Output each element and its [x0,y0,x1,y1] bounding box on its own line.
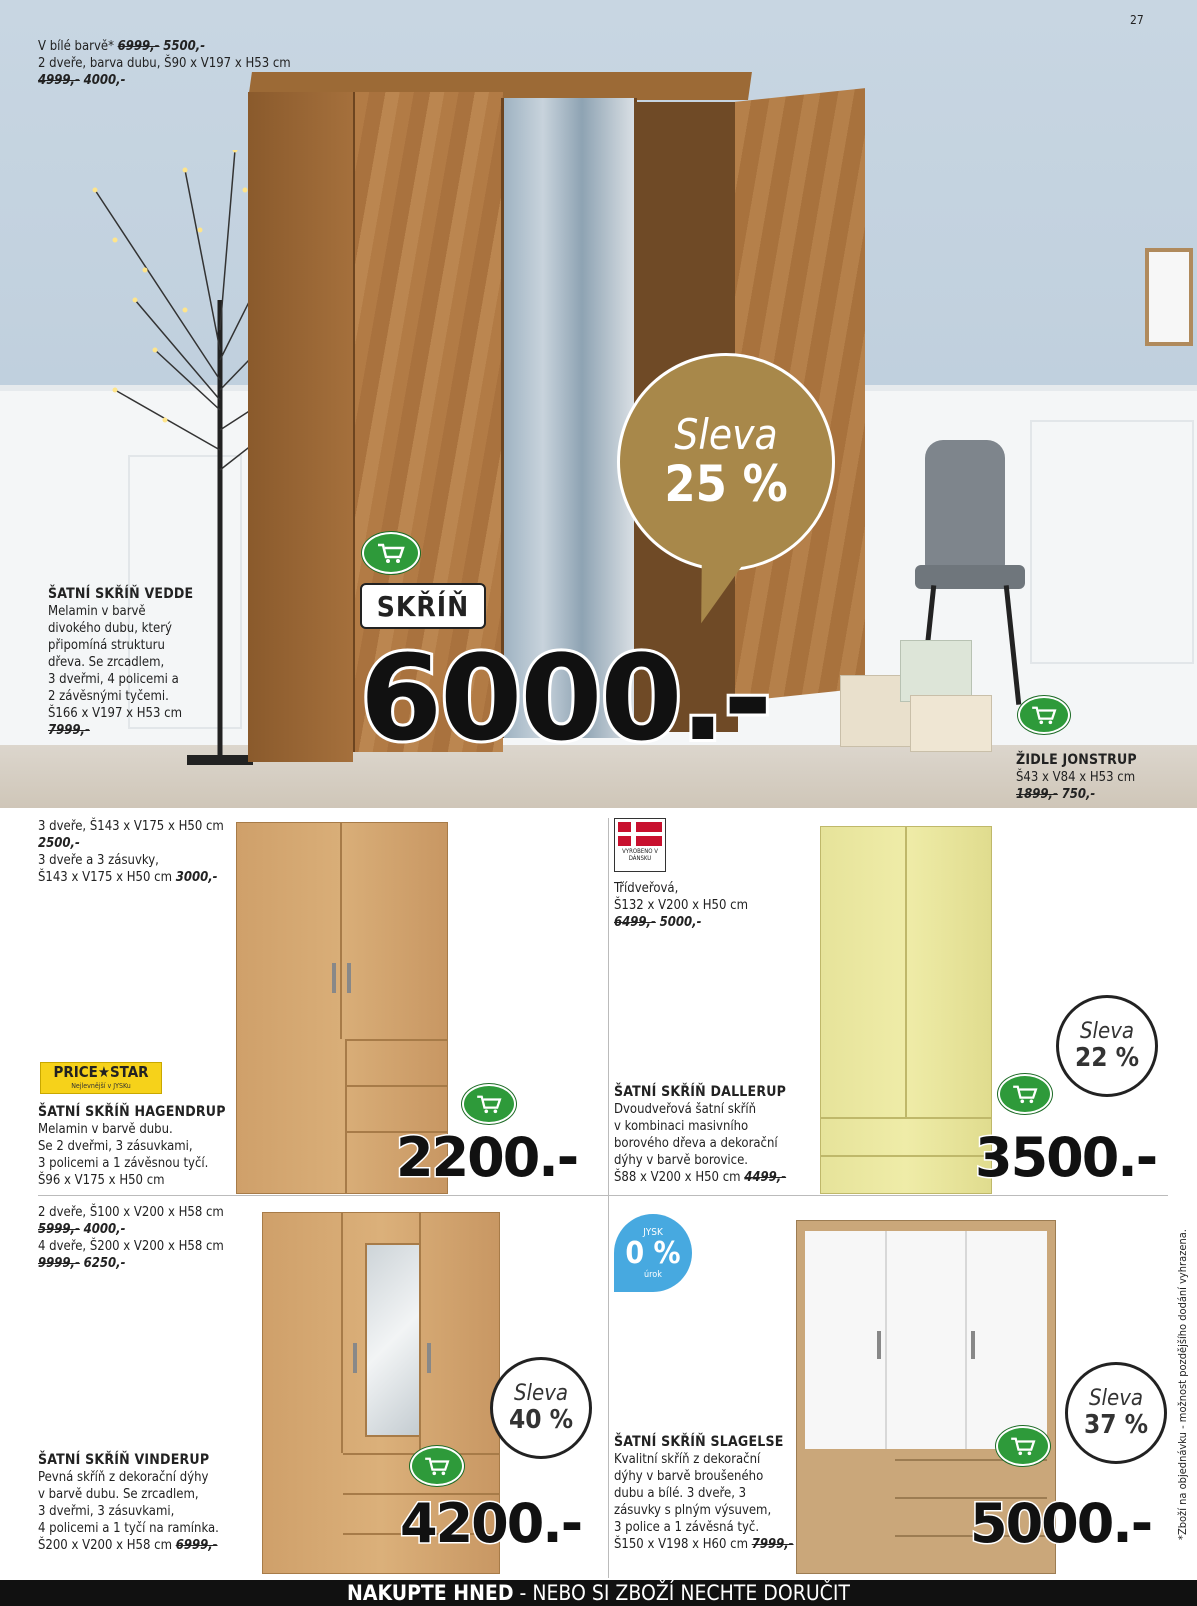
cart-icon-chair[interactable] [1018,696,1070,734]
made-in-denmark-flag: VYROBENO V DÁNSKU [614,818,666,872]
cart-icon-hagendrup[interactable] [462,1084,516,1124]
slagelse-info: ŠATNÍ SKŘÍŇ SLAGELSE Kvalitní skříň z dekorační dýhy v barvě broušeného dubu a bílé. 3 dveře, 3 zásuvky s plným výsuvem, 3 police a 1 závěsná tyč. Š150 x V198 x H60 cm 7999,- [614,1434,794,1552]
cart-icon-dallerup[interactable] [998,1074,1052,1114]
footer-bold: NAKUPTE HNED [347,1581,514,1605]
hagendrup-variants: 3 dveře, Š143 x V175 x H50 cm 2500,- 3 dveře a 3 zásuvky, Š143 x V175 x H50 cm 3000,- [38,819,224,885]
divider-vertical [608,818,609,1578]
footer-bar [0,1580,1197,1606]
chair-info: ŽIDLE JONSTRUP Š43 x V84 x H53 cm 1899,- 750,- [1016,752,1137,802]
vedde-variant-2doors: 2 dveře, barva dubu, Š90 x V197 x H53 cm [38,56,291,71]
cart-icon-vinderup[interactable] [410,1446,464,1486]
side-note: *Zboží na objednávku - možnost pozdějšího dodání vyhrazena. [1176,1229,1189,1540]
vinderup-variants: 2 dveře, Š100 x V200 x H58 cm 5999,- 4000,- 4 dveře, Š200 x V200 x H58 cm 9999,- 6250,- [38,1205,224,1271]
sale-badge-22: Sleva 22 % [1056,995,1158,1097]
divider-horizontal [38,1195,1168,1196]
sale-bubble-25: Sleva 25 % [617,353,835,571]
vinderup-price: 4200.- [400,1492,582,1555]
dallerup-price: 3500.- [975,1126,1157,1189]
wardrobe-dallerup [820,826,992,1194]
vedde-price: 6000.- [360,629,771,767]
hagendrup-price: 2200.- [396,1126,578,1189]
pricestar-logo: PRICE★STAR Nejlevnější v JYSKu [40,1062,162,1094]
footer-rest: - NEBO SI ZBOŽÍ NECHTE DORUČIT [513,1581,850,1605]
dallerup-info: ŠATNÍ SKŘÍŇ DALLERUP Dvoudveřová šatní skříň v kombinaci masivního borového dřeva a dekorační dýhy v barvě borovice. Š88 x V200 x H50 cm 4499,- [614,1084,787,1185]
vedde-title: ŠATNÍ SKŘÍŇ VEDDE [48,586,194,602]
page-number: 27 [1130,13,1144,27]
dallerup-variant: Třídveřová, Š132 x V200 x H50 cm 6499,- 5000,- [614,881,748,930]
sale-badge-37: Sleva 37 % [1065,1362,1167,1464]
vedde-variant-white: V bílé barvě* 6999,- 5500,- [38,39,206,54]
vinderup-info: ŠATNÍ SKŘÍŇ VINDERUP Pevná skříň z dekorační dýhy v barvě dubu. Se zrcadlem, 3 dveřmi, 3 zásuvkami, 4 policemi a 1 tyčí na ramínka. Š200 x V200 x H58 cm 6999,- [38,1452,219,1553]
wall-picture [1145,248,1193,346]
jysk-zero-interest-badge: JYSK 0 % úrok [614,1214,692,1292]
gift-boxes [840,640,990,750]
hagendrup-info: ŠATNÍ SKŘÍŇ HAGENDRUP Melamin v barvě dubu. Se 2 dveřmi, 3 zásuvkami, 3 policemi a 1 závěsnou tyčí. Š96 x V175 x H50 cm [38,1104,226,1188]
vedde-variant-2doors-price: 4999,- 4000,- [38,73,126,88]
sale-badge-40: Sleva 40 % [490,1357,592,1459]
vedde-old-price: 7999,- [48,723,90,738]
vedde-label-box: SKŘÍŇ [360,583,486,629]
vedde-info: ŠATNÍ SKŘÍŇ VEDDE Melamin v barvě divokého dubu, který připomíná strukturu dřeva. Se zrcadlem, 3 dveřmi, 4 policemi a 2 závěsnými tyčemi. Š166 x V197 x H53 cm 7999,- [48,586,248,739]
slagelse-price: 5000.- [970,1492,1152,1555]
cart-icon[interactable] [362,532,420,574]
cart-icon-slagelse[interactable] [996,1426,1050,1466]
